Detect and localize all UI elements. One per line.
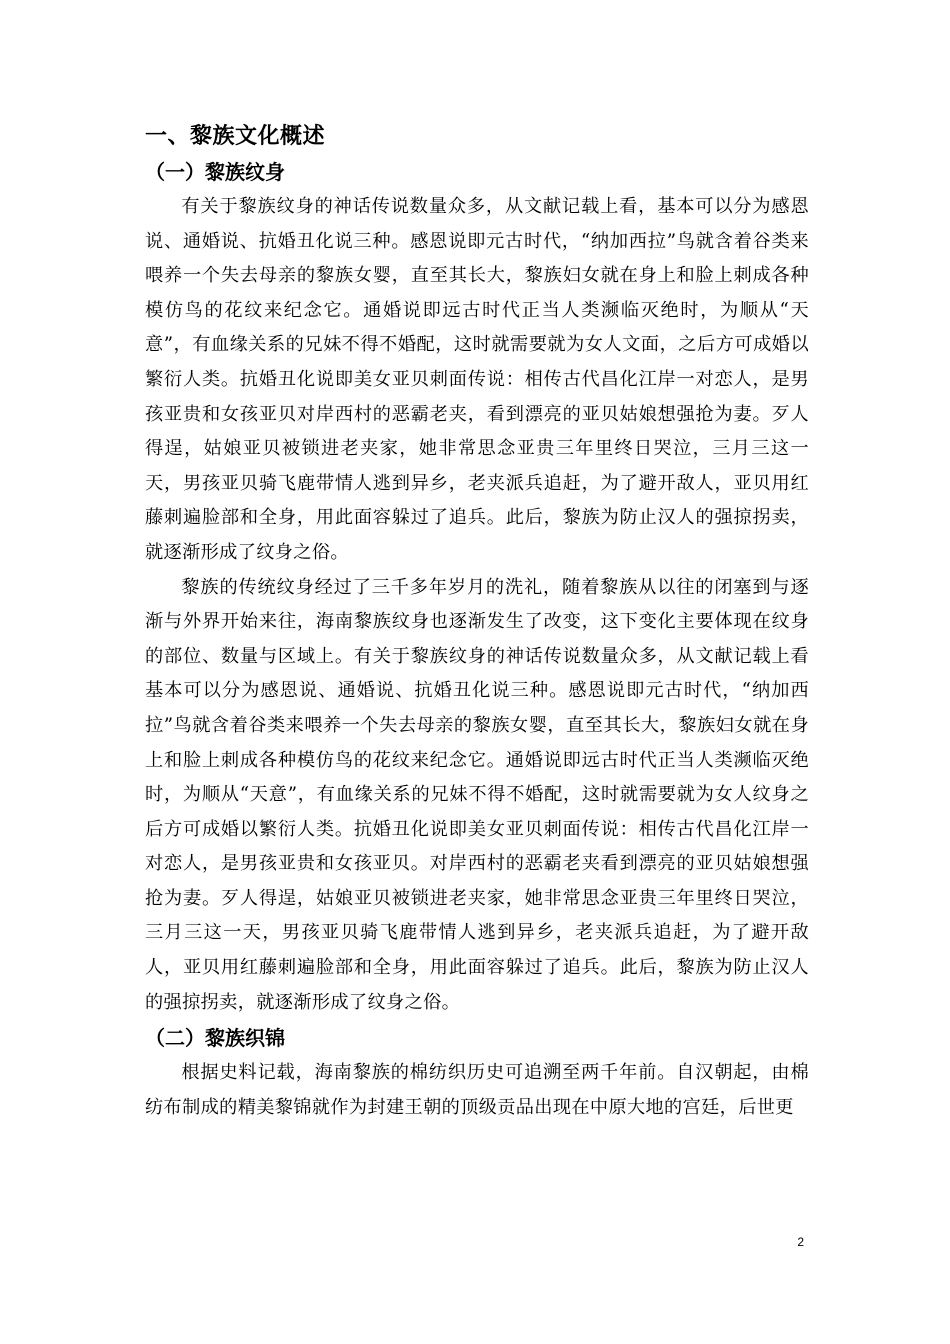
paragraph-tattoo-1: 有关于黎族纹身的神话传说数量众多，从文献记载上看，基本可以分为感恩说、通婚说、抗婚丑化说三种。感恩说即元古时代，“纳加西拉”鸟就含着谷类来喂养一个失去母亲的黎族女婴，直至其长大，黎族妇女就在身上和脸上刺成各种模仿鸟的花纹来纪念它。通婚说即远古时代正当人类濒临灭绝时，为顺从“天意”，有血缘关系的兄妹不得不婚配，这时就需要就为女人文面，之后方可成婚以繁衍人类。抗婚丑化说即美女亚贝刺面传说：相传古代昌化江岸一对恋人，是男孩亚贵和女孩亚贝对岸西村的恶霸老夹，看到漂亮的亚贝姑娘想强抢为妻。歹人得逞，姑娘亚贝被锁进老夹家，她非常思念亚贵三年里终日哭泣，三月三这一天，男孩亚贝骑飞鹿带情人逃到异乡，老夹派兵追赶，为了避开敌人，亚贝用红藤刺遍脸部和全身，用此面容躲过了追兵。此后，黎族为防止汉人的强掠拐卖，就逐渐形成了纹身之俗。 (145, 196, 809, 563)
page-content (145, 120, 809, 1125)
subsection-title-brocade: （二）黎族织锦 (145, 1026, 285, 1051)
paragraph-brocade-1: 根据史料记载，海南黎族的棉纺织历史可追溯至两千年前。自汉朝起，由棉纺布制成的精美黎锦就作为封建王朝的顶级贡品出现在中原大地的宫廷，后世更 (145, 1062, 809, 1118)
paragraph-tattoo-2: 黎族的传统纹身经过了三千多年岁月的洗礼，随着黎族从以往的闭塞到与逐渐与外界开始来往，海南黎族纹身也逐渐发生了改变，这下变化主要体现在纹身的部位、数量与区域上。有关于黎族纹身的神话传说数量众多，从文献记载上看基本可以分为感恩说、通婚说、抗婚丑化说三种。感恩说即元古时代，“纳加西拉”鸟就含着谷类来喂养一个失去母亲的黎族女婴，直至其长大，黎族妇女就在身上和脸上刺成各种模仿鸟的花纹来纪念它。通婚说即远古时代正当人类濒临灭绝时，为顺从“天意”，有血缘关系的兄妹不得不婚配，这时就需要就为女人纹身之后方可成婚以繁衍人类。抗婚丑化说即美女亚贝刺面传说：相传古代昌化江岸一对恋人，是男孩亚贵和女孩亚贝。对岸西村的恶霸老夹看到漂亮的亚贝姑娘想强抢为妻。歹人得逞，姑娘亚贝被锁进老夹家，她非常思念亚贵三年里终日哭泣，三月三这一天，男孩亚贝骑飞鹿带情人逃到异乡，老夹派兵追赶，为了避开敌人，亚贝用红藤刺遍脸部和全身，用此面容躲过了追兵。此后，黎族为防止汉人的强掠拐卖，就逐渐形成了纹身之俗。 (145, 576, 809, 1013)
page-number: 2 (797, 1235, 804, 1249)
subsection-title-tattoo: （一）黎族纹身 (145, 160, 285, 184)
section-title: 一、黎族文化概述 (145, 124, 326, 149)
